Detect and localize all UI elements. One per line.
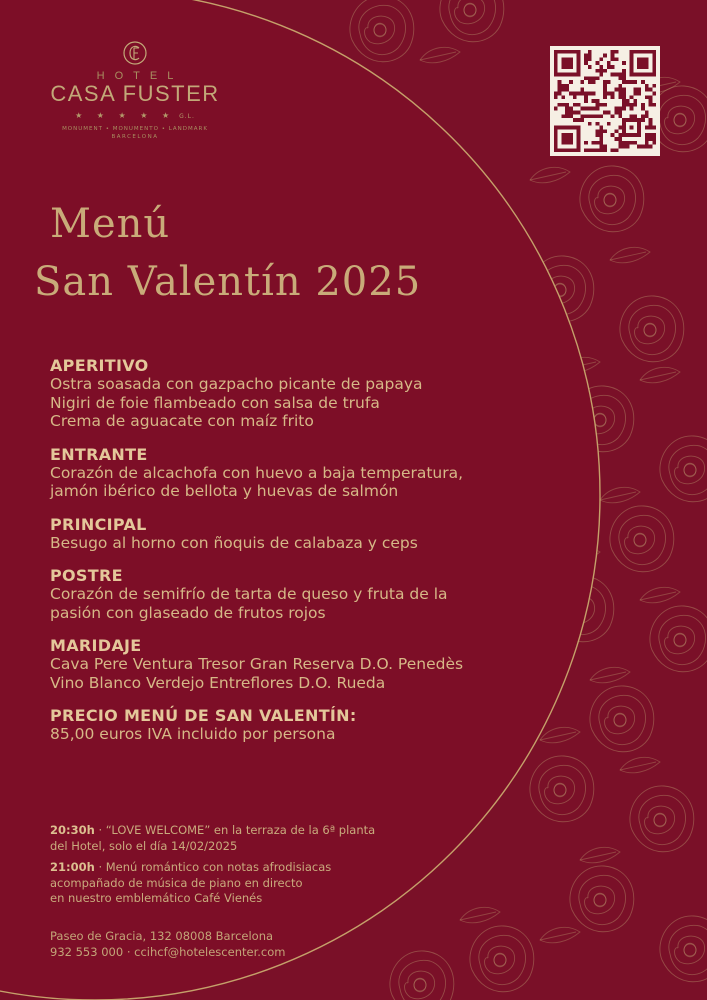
- logo-city: BARCELONA: [111, 134, 159, 140]
- menu-item: Corazón de semifrío de tarta de queso y fruta de la: [50, 585, 448, 603]
- section-postre: [50, 567, 530, 622]
- phone-email-text[interactable]: 932 553 000 · ccihcf@hotelescenter.com: [50, 945, 286, 959]
- event-notes: [50, 823, 430, 913]
- note-welcome: [50, 823, 430, 854]
- address-text: Paseo de Gracia, 132 08008 Barcelona: [50, 929, 274, 943]
- note-text: en nuestro emblemático Café Vienés: [50, 891, 263, 905]
- note-time: 20:30h: [50, 823, 95, 837]
- monogram-icon: [122, 40, 148, 66]
- menu-item: pasión con glaseado de frutos rojos: [50, 603, 326, 622]
- menu-item: Crema de aguacate con maíz frito: [50, 412, 314, 430]
- logo-tagline: MONUMENT • MONUMENTO • LANDMARK: [62, 126, 208, 132]
- menu-item: jamón ibérico de bellota y huevas de salmón: [50, 482, 399, 500]
- section-aperitivo: [50, 357, 530, 431]
- logo-stars-row: [40, 111, 230, 120]
- menu-item: Vino Blanco Verdejo Entreflores D.O. Rueda: [50, 673, 386, 692]
- note-line: [50, 860, 430, 876]
- menu-item: Besugo al horno con ñoquis de calabaza y ceps: [50, 533, 418, 552]
- section-maridaje: [50, 637, 530, 692]
- section-heading: PRINCIPAL: [50, 514, 147, 534]
- section-precio: [50, 707, 530, 744]
- logo-grade: G.L.: [179, 113, 195, 120]
- note-dinner: [50, 860, 430, 907]
- qr-code[interactable]: [550, 46, 660, 156]
- hotel-logo: [40, 40, 230, 140]
- menu-item: Cava Pere Ventura Tresor Gran Reserva D.O. Penedès: [50, 655, 464, 673]
- logo-hotel-word: HOTEL: [96, 70, 184, 82]
- section-heading: MARIDAJE: [50, 636, 142, 655]
- price-text: 85,00 euros IVA incluido por persona: [50, 725, 336, 743]
- section-heading: PRECIO MENÚ DE SAN VALENTÍN:: [50, 706, 357, 725]
- section-entrante: [50, 446, 530, 501]
- menu-title: [34, 195, 422, 311]
- note-text: del Hotel, solo el día 14/02/2025: [50, 838, 238, 853]
- title-line-2: San Valentín 2025: [34, 259, 422, 305]
- section-heading: POSTRE: [50, 566, 123, 585]
- note-text: · “LOVE WELCOME” en la terraza de la 6ª planta: [98, 823, 376, 837]
- qr-code-icon: [550, 46, 660, 156]
- contact-info: [50, 928, 285, 960]
- note-line: [50, 823, 430, 839]
- note-text: · Menú romántico con notas afrodisiacas: [98, 860, 332, 874]
- note-text: acompañado de música de piano en directo: [50, 875, 303, 890]
- menu-item: Ostra soasada con gazpacho picante de papaya: [50, 375, 423, 393]
- section-principal: [50, 516, 530, 553]
- menu-sections: [50, 357, 530, 759]
- title-line-1: Menú: [50, 201, 171, 247]
- menu-item: Corazón de alcachofa con huevo a baja temperatura,: [50, 463, 464, 482]
- note-time: 21:00h: [50, 860, 95, 874]
- menu-item: Nigiri de foie flambeado con salsa de trufa: [50, 393, 380, 412]
- star-rating: ★ ★ ★ ★ ★: [75, 111, 176, 120]
- logo-brand-name: CASA FUSTER: [50, 81, 220, 106]
- section-heading: APERITIVO: [50, 356, 149, 375]
- section-heading: ENTRANTE: [50, 444, 148, 464]
